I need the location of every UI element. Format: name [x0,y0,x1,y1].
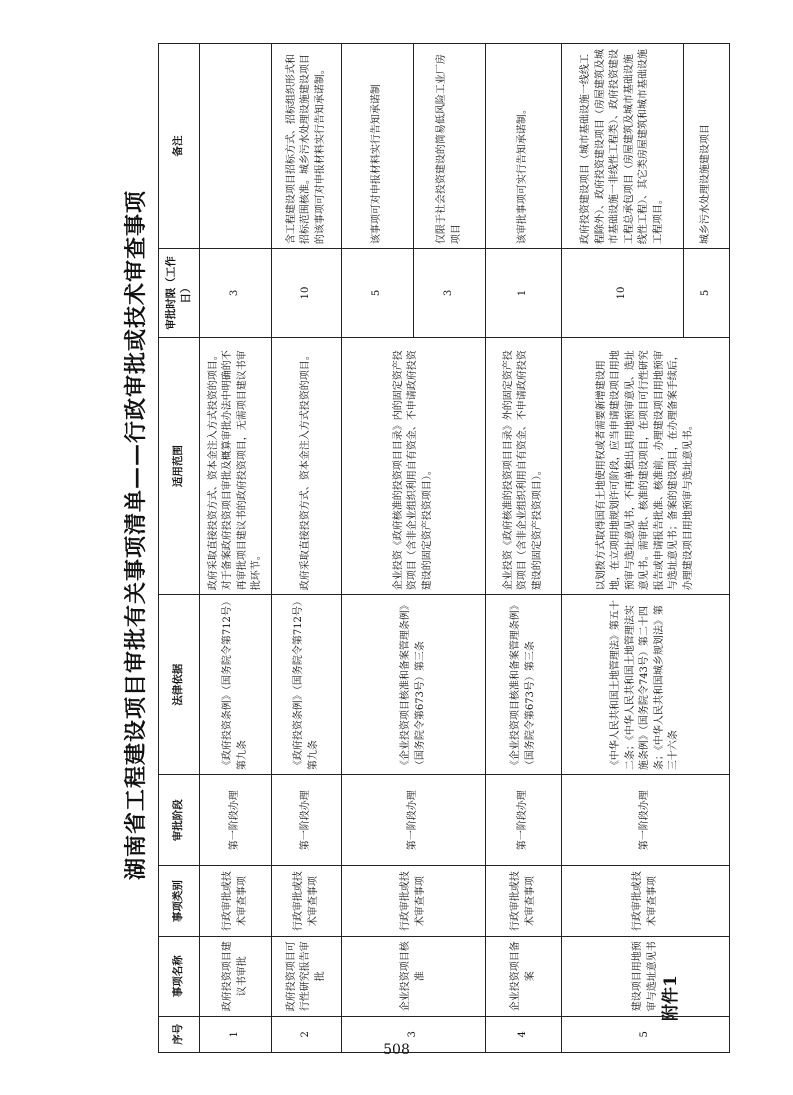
cell-remarks: 该事项可对申报材料实行告知承诺制 [342,44,414,249]
cell-name: 企业投资项目备案 [486,936,562,1016]
header-remarks: 备注 [159,44,200,249]
header-scope: 适用范围 [159,337,200,594]
cell-time-limit: 5 [342,249,414,338]
cell-stage: 第一阶段办理 [562,775,730,866]
approval-items-table [158,43,730,1053]
cell-stage: 第一阶段办理 [272,775,342,866]
cell-remarks [200,44,272,249]
cell-basis: 《中华人民共和国土地管理法》第五十二条；《中华人民共和国土地管理法实施条例》（国务院令743号）第二十四条；《中华人民共和国城乡规划法》第三十六条 [562,595,730,775]
cell-name: 建设项目用地预审与选址意见书 [562,936,730,1016]
cell-name: 政府投资项目建议书审批 [200,936,272,1016]
cell-basis: 《政府投资条例》（国务院令第712号）第九条 [200,595,272,775]
cell-category: 行政审批或技术审查事项 [562,866,730,937]
cell-category: 行政审批或技术审查事项 [200,866,272,937]
table-row [342,44,414,1053]
cell-stage: 第一阶段办理 [342,775,486,866]
cell-stage: 第一阶段办理 [200,775,272,866]
cell-seq: 2 [272,1016,342,1052]
header-basis: 法律依据 [159,595,200,775]
cell-category: 行政审批或技术审查事项 [342,866,486,937]
cell-time-limit: 3 [200,249,272,338]
cell-remarks: 政府投资建设项目（城市基础设施一线线工程除外）、政府投资建设项目（房屋建筑及城市基础设施一非线性工程类）、政府投资建设工程总承包项目（房屋建筑及城市基础设施线性工程）、其它类房屋建筑和城市基础设施工程项目。 [562,44,684,249]
header-seq: 序号 [159,1016,200,1052]
header-stage: 审批阶段 [159,775,200,866]
cell-seq: 5 [562,1016,730,1052]
cell-scope: 政府采取直接投资方式、资本金注入方式投资的项目。 [272,337,342,594]
cell-scope: 企业投资《政府核准的投资项目目录》内的固定资产投资项目（含非企业组织利用自有资金、不申请政府投资建设的固定资产投资项目）。 [342,337,486,594]
cell-time-limit: 10 [562,249,684,338]
cell-time-limit: 5 [684,249,730,338]
attachment-label: 附件1 [661,975,681,1021]
cell-name: 企业投资项目核准 [342,936,486,1016]
cell-remarks: 该审批事项可实行告知承诺制。 [486,44,562,249]
cell-seq: 3 [342,1016,486,1052]
cell-seq: 4 [486,1016,562,1052]
cell-name: 政府投资项目可行性研究报告审批 [272,936,342,1016]
header-time-limit: 审批时限（工作日） [159,249,200,338]
header-category: 事项类别 [159,866,200,937]
cell-category: 行政审批或技术审查事项 [486,866,562,937]
page-number: 508 [383,1042,410,1058]
cell-category: 行政审批或技术审查事项 [272,866,342,937]
cell-seq: 1 [200,1016,272,1052]
cell-remarks: 仅限于社会投资建设的简易低风险工业厂房项目 [414,44,486,249]
table-row [200,44,272,1053]
page-title: 湖南省工程建设项目审批有关事项清单——行政审批或技术审查事项 [123,190,149,881]
cell-time-limit: 3 [414,249,486,338]
cell-time-limit: 1 [486,249,562,338]
cell-stage: 第一阶段办理 [486,775,562,866]
table-row [272,44,342,1053]
cell-scope: 以划拨方式取得国有土地使用权或者需要新增建设用地，在立项用地规划许可阶段，应当申请建设项目用地预审与选址意见书，不再单独出具用地预审意见、选址意见书。需审批、核准的建设项目，在项目可行性研究报告或申请报告批准、核准前，办理建设项目用地预审与选址意见书；备案的建设项目，在办理备案手续后，办理建设项目用地预审与选址意见书。 [562,337,730,594]
table-row [486,44,562,1053]
cell-remarks: 城乡污水处理设施建设项目 [684,44,730,249]
cell-time-limit: 10 [272,249,342,338]
cell-basis: 《政府投资条例》（国务院令第712号）第九条 [272,595,342,775]
cell-basis: 《企业投资项目核准和备案管理条例》（国务院令第673号）第三条 [342,595,486,775]
cell-scope: 企业投资《政府核准的投资项目目录》外的固定资产投资项目（含非企业组织利用自有资金、不申请政府投资建设的固定资产投资项目）。 [486,337,562,594]
cell-scope: 政府采取直接投资方式、资本金注入方式投资的项目。对于备案政府投资项目审批及概算审批办法中明确的不再审批项目建议书的政府投资项目，无需项目建议书审批环节。 [200,337,272,594]
table-header-row [159,44,200,1053]
table-row [562,44,684,1053]
cell-remarks: 含工程建设项目招标方式、招标组织形式和招标范围核准。城乡污水处理设施建设项目的该事项可对申报材料实行告知承诺制。 [272,44,342,249]
header-name: 事项名称 [159,936,200,1016]
cell-basis: 《企业投资项目核准和备案管理条例》（国务院令第673号）第三条 [486,595,562,775]
